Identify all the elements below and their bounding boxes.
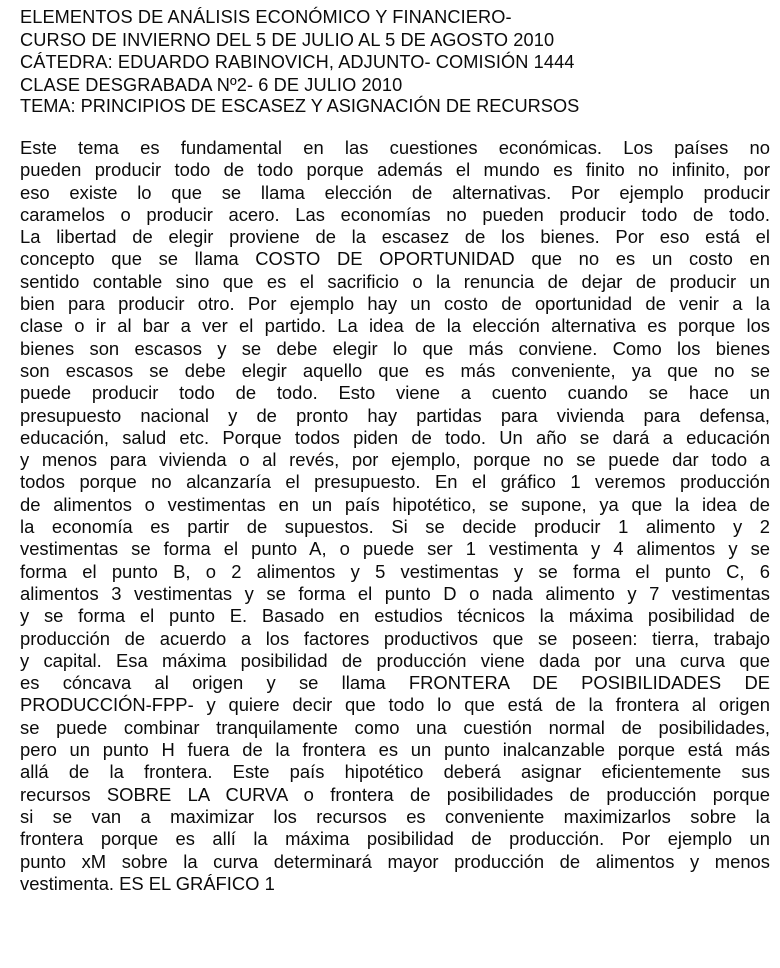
text-line: se puede combinar tranquilamente como una cuestión normal de posibilidades, — [20, 716, 770, 738]
text-line: pueden producir todo de todo porque además el mundo es finito no infinito, por — [20, 159, 770, 181]
text-line: caramelos o producir acero. Las economías no pueden producir todo de todo. — [20, 203, 770, 225]
text-line: sentido contable sino que es el sacrificio o la renuncia de dejar de producir un — [20, 270, 770, 292]
text-line: es cóncava al origen y se llama FRONTERA DE POSIBILIDADES DE — [20, 672, 770, 694]
text-line: alimentos 3 vestimentas y se forma el punto D o nada alimento y 7 vestimentas — [20, 582, 770, 604]
text-line: si se van a maximizar los recursos es conveniente maximizarlos sobre la — [20, 805, 770, 827]
text-line: forma el punto B, o 2 alimentos y 5 vestimentas y se forma el punto C, 6 — [20, 560, 770, 582]
text-line: eso existe lo que se llama elección de alternativas. Por ejemplo producir — [20, 181, 770, 203]
text-line: y se forma el punto E. Basado en estudios técnicos la máxima posibilidad de — [20, 605, 770, 627]
text-line: vestimentas se forma el punto A, o puede ser 1 vestimenta y 4 alimentos y se — [20, 538, 770, 560]
text-line: todos porque no alcanzaría el presupuesto. En el gráfico 1 veremos producción — [20, 471, 770, 493]
text-line: pero un punto H fuera de la frontera es un punto inalcanzable porque está más — [20, 739, 770, 761]
text-line: presupuesto nacional y de pronto hay partidas para vivienda para defensa, — [20, 404, 770, 426]
text-line: allá de la frontera. Este país hipotético deberá asignar eficientemente sus — [20, 761, 770, 783]
text-line: educación, salud etc. Porque todos piden de todo. Un año se dará a educación — [20, 426, 770, 448]
text-line: clase o ir al bar a ver el partido. La idea de la elección alternativa es porque los — [20, 315, 770, 337]
text-line-last: vestimenta. ES EL GRÁFICO 1 — [20, 872, 275, 894]
text-line: PRODUCCIÓN-FPP- y quiere decir que todo lo que está de la frontera al origen — [20, 694, 770, 716]
text-line: Este tema es fundamental en las cuestiones económicas. Los países no — [20, 137, 770, 158]
text-line: y capital. Esa máxima posibilidad de producción viene dada por una curva que — [20, 649, 770, 671]
text-line: punto xM sobre la curva determinará mayor producción de alimentos y menos — [20, 850, 770, 872]
chair-info: CÁTEDRA: EDUARDO RABINOVICH, ADJUNTO- COMISIÓN 1444 — [20, 52, 575, 72]
text-line: recursos SOBRE LA CURVA o frontera de posibilidades de producción porque — [20, 783, 770, 805]
text-line: y menos para vivienda o al revés, por ejemplo, porque no se puede dar todo a — [20, 449, 770, 471]
text-line: frontera porque es allí la máxima posibilidad de producción. Por ejemplo un — [20, 828, 770, 850]
class-info: CLASE DESGRABADA Nº2- 6 DE JULIO 2010 — [20, 74, 403, 95]
body-paragraph — [20, 137, 770, 895]
text-line: La libertad de elegir proviene de la escasez de los bienes. Por eso está el — [20, 226, 770, 248]
text-line: de alimentos o vestimentas en un país hipotético, se supone, ya que la idea de — [20, 493, 770, 515]
document-header — [20, 6, 770, 117]
course-dates: CURSO DE INVIERNO DEL 5 DE JULIO AL 5 DE AGOSTO 2010 — [20, 29, 555, 50]
text-line: puede producir todo de todo. Esto viene a cuento cuando se hace un — [20, 382, 770, 404]
text-line: bienes son escasos y se debe elegir lo que más conviene. Como los bienes — [20, 337, 770, 359]
topic-heading: TEMA: PRINCIPIOS DE ESCASEZ Y ASIGNACIÓN DE RECURSOS — [20, 96, 580, 116]
course-title: ELEMENTOS DE ANÁLISIS ECONÓMICO Y FINANCIERO- — [20, 7, 512, 27]
text-line: la economía es partir de supuestos. Si se decide producir 1 alimento y 2 — [20, 516, 770, 538]
text-line: son escasos se debe elegir aquello que es más conveniente, ya que no se — [20, 359, 770, 381]
text-line: concepto que se llama COSTO DE OPORTUNIDAD que no es un costo en — [20, 248, 770, 270]
text-line: bien para producir otro. Por ejemplo hay un costo de oportunidad de venir a la — [20, 293, 770, 315]
text-line: producción de acuerdo a los factores productivos que se poseen: tierra, trabajo — [20, 627, 770, 649]
